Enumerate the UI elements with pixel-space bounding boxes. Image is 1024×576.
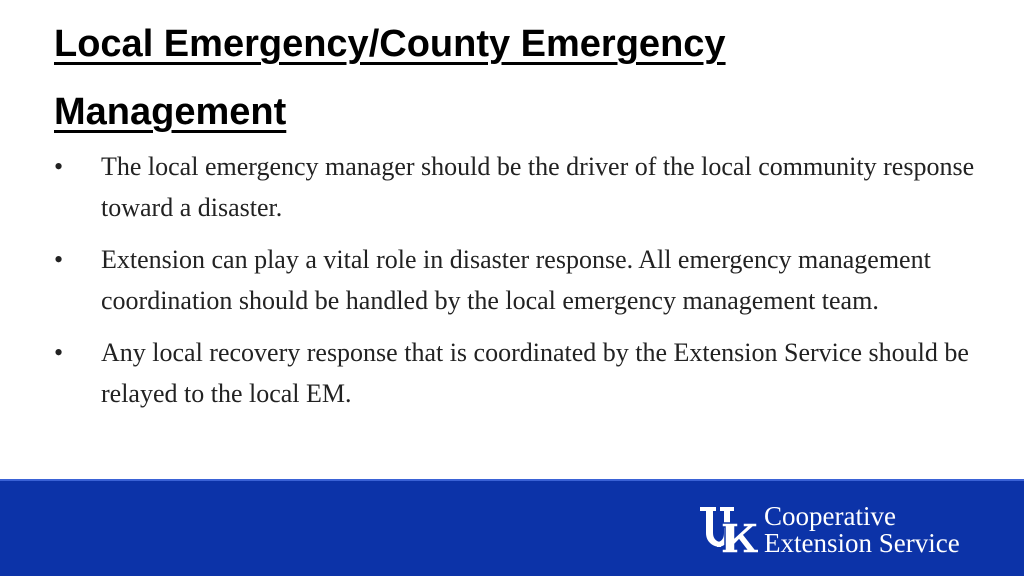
bullet-text: Any local recovery response that is coordinated by the Extension Service should be relayed to the local EM. — [101, 338, 969, 408]
logo-line-1: Cooperative — [764, 501, 896, 531]
bullet-marker: • — [54, 338, 64, 367]
extension-logo — [698, 502, 960, 558]
bullet-item — [54, 239, 1004, 321]
logo-text — [764, 503, 960, 557]
slide-title: Local Emergency/County Emergency Management — [54, 23, 726, 133]
bullet-text: The local emergency manager should be the driver of the local community response toward a disaster. — [101, 152, 975, 222]
logo-line-2: Extension Service — [764, 528, 960, 558]
bullet-item — [54, 146, 1004, 228]
bullet-item — [54, 332, 1004, 414]
bullet-marker: • — [54, 152, 64, 181]
bullet-marker: • — [54, 245, 64, 274]
bullet-list — [54, 146, 1004, 425]
uk-logo-icon — [698, 503, 758, 557]
bullet-text: Extension can play a vital role in disaster response. All emergency management coordination should be handled by the local emergency management team. — [101, 245, 931, 315]
